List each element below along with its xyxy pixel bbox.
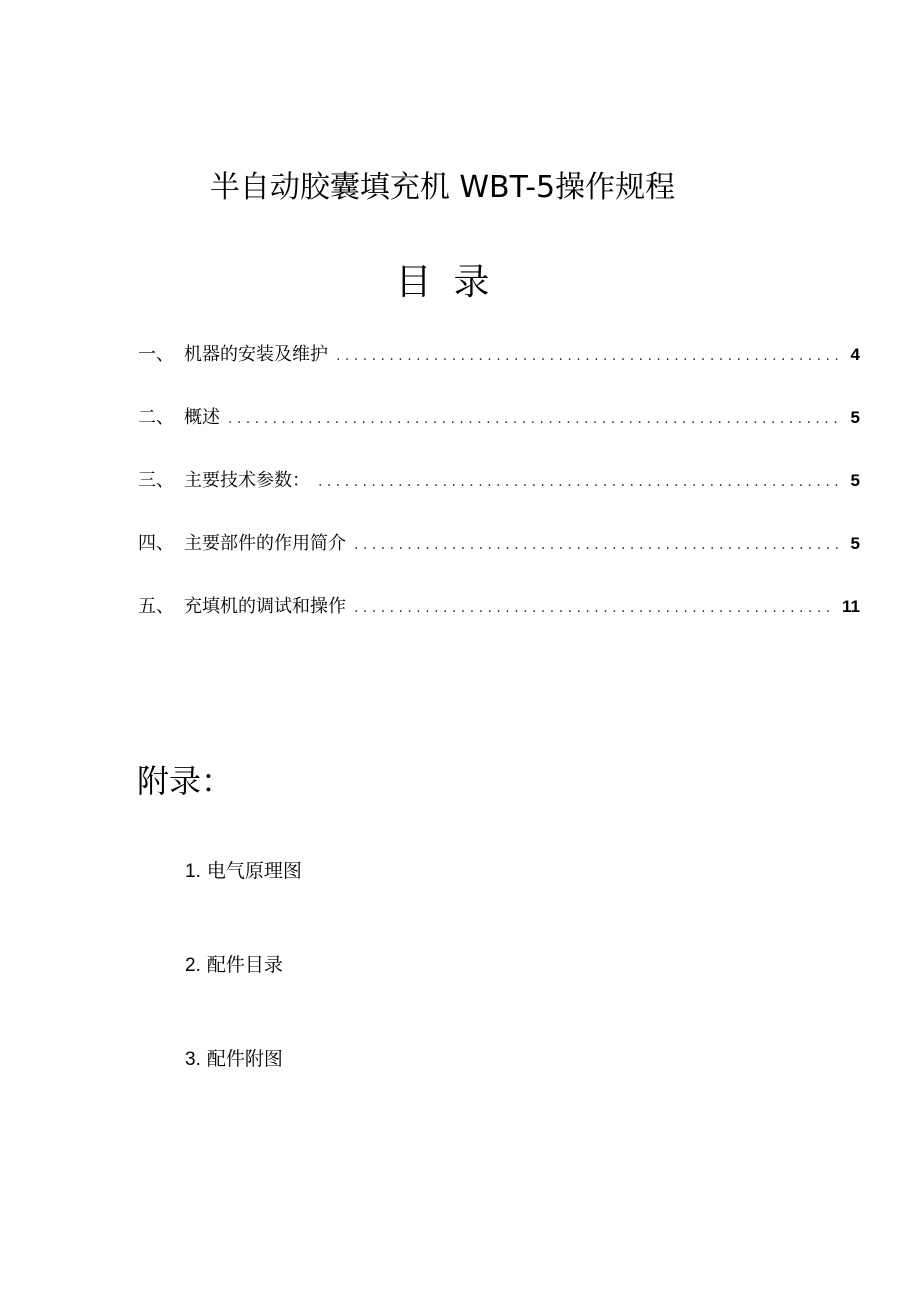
toc-entry[interactable] [138,337,860,400]
toc-entry-page: 5 [850,471,860,490]
toc-entry[interactable] [138,589,860,652]
toc-entry-page: 11 [842,597,860,616]
toc-dot-leader [228,401,843,437]
toc-dot-leader [318,464,843,500]
toc-heading: 目录 [395,262,512,303]
toc-entry-number: 四、 [138,533,174,554]
toc-dot-leader [336,338,843,374]
toc-entry-number: 三、 [138,470,174,491]
appendix-heading: 附录： [137,762,234,800]
appendix-list [185,853,302,1135]
toc-entry-title: 充填机的调试和操作 [184,596,346,617]
appendix-item-number: 2. [185,955,201,976]
appendix-item-number: 3. [185,1049,201,1070]
toc-entry-page: 5 [850,408,860,427]
appendix-item[interactable] [185,947,302,1041]
toc-entry-title: 机器的安装及维护 [184,344,328,365]
appendix-item-title: 电气原理图 [206,860,302,882]
toc-entry[interactable] [138,400,860,463]
toc-entry-page: 4 [850,345,860,364]
toc-entry[interactable] [138,463,860,526]
appendix-item-title: 配件目录 [206,954,283,976]
toc-dot-leader [354,527,843,563]
toc-entry-page: 5 [850,534,860,553]
toc-entry-title: 主要部件的作用简介 [184,533,346,554]
document-title: 半自动胶囊填充机 WBT-5操作规程 [209,170,676,205]
toc-entry-number: 五、 [138,596,174,617]
appendix-item-title: 配件附图 [206,1048,283,1070]
toc-entry-title: 主要技术参数： [184,470,310,491]
toc-entry-number: 二、 [138,407,174,428]
appendix-item-number: 1. [185,861,201,882]
toc-entry-number: 一、 [138,344,174,365]
toc-entry-title: 概述 [184,407,220,428]
toc-entry[interactable] [138,526,860,589]
appendix-item[interactable] [185,853,302,947]
table-of-contents [138,337,860,652]
appendix-item[interactable] [185,1041,302,1135]
toc-dot-leader [354,590,834,626]
